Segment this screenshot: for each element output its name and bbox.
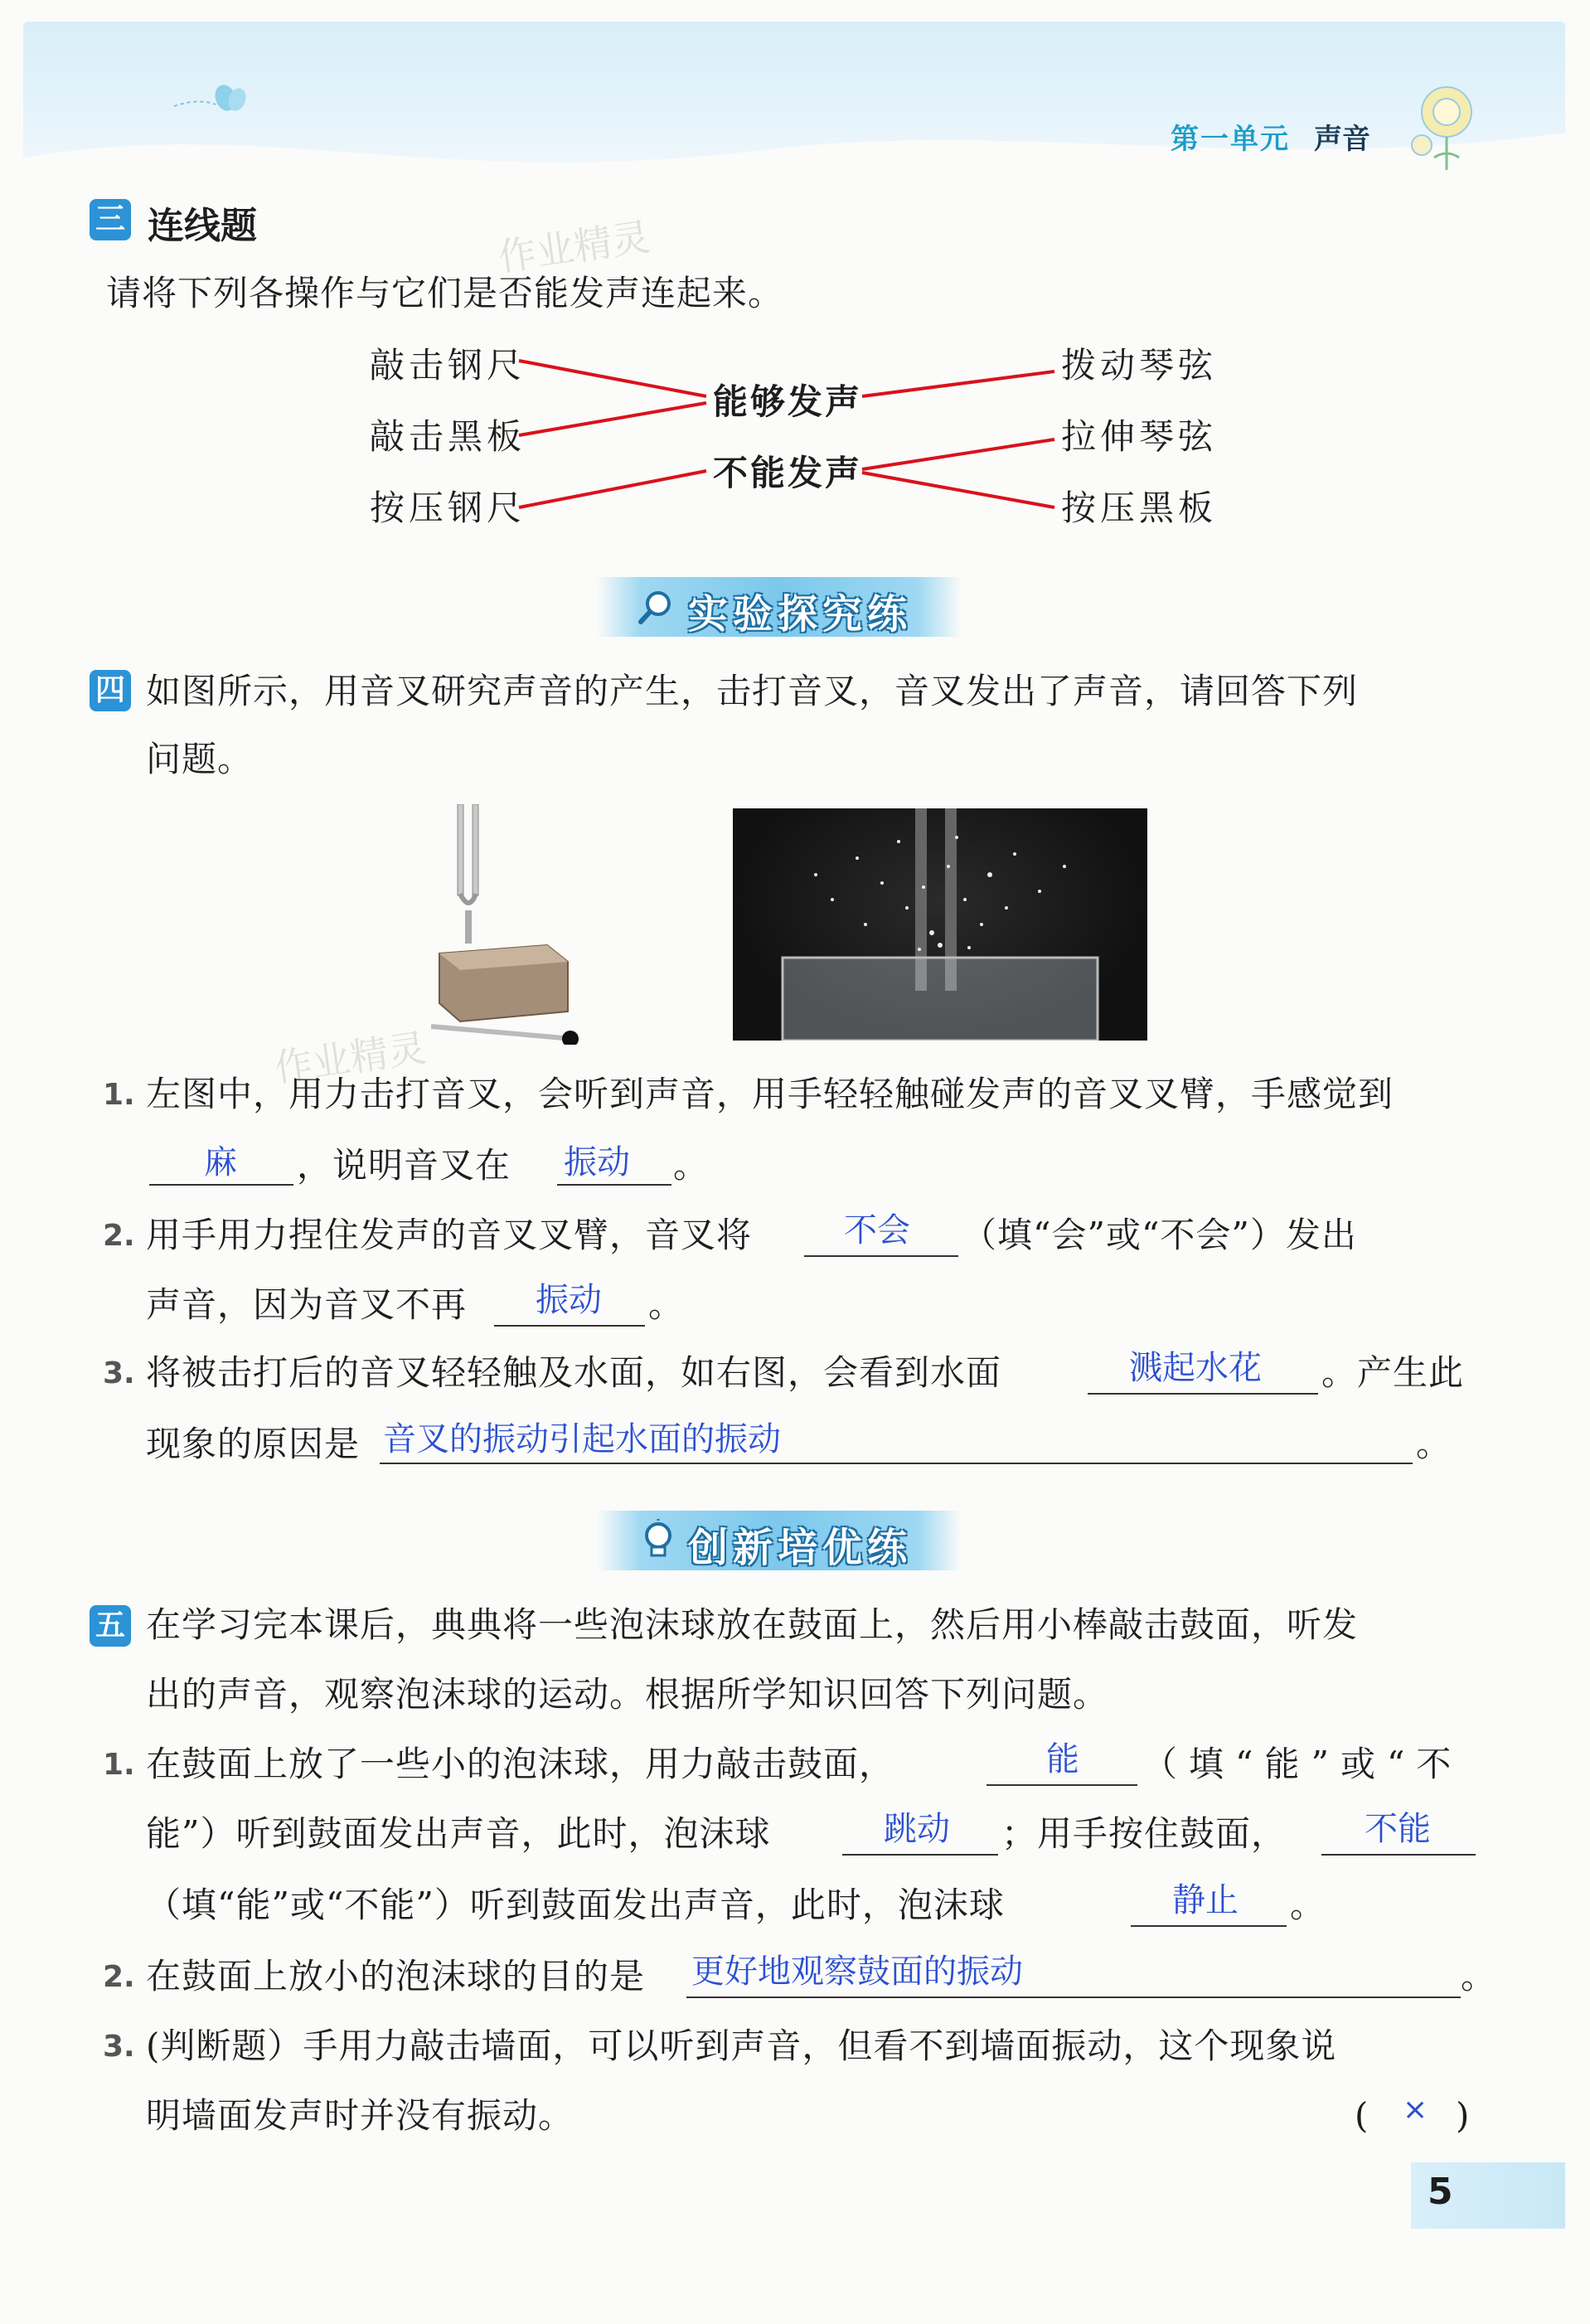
question-text: （填“能”或“不能”）听到鼓面发出声音，此时，泡沫球 (146, 1885, 1005, 1925)
question-text: 。 (1416, 1424, 1452, 1464)
section-badge: 四 (90, 670, 131, 711)
judgment-paren-close: ) (1456, 2095, 1471, 2136)
section-title: 连线题 (148, 205, 257, 247)
judgment-answer[interactable]: × (1403, 2093, 1428, 2127)
butterfly-icon (166, 73, 257, 123)
answer-text: 麻 (204, 1143, 237, 1181)
answer-blank[interactable] (686, 1997, 1461, 1998)
left-item[interactable]: 敲击黑板 (370, 416, 526, 457)
answer-text: 更好地观察鼓面的振动 (691, 1953, 1023, 1991)
judgment-paren-open: ( (1355, 2095, 1369, 2136)
question-text: 声音，因为音叉不再 (146, 1284, 468, 1325)
instruction-text: 请将下列各操作与它们是否能发声连起来。 (106, 273, 784, 313)
intro-text: 出的声音，观察泡沫球的运动。根据所学知识回答下列问题。 (146, 1674, 1109, 1715)
answer-text: 溅起水花 (1129, 1349, 1262, 1387)
unit-label: 第一单元 (1171, 123, 1290, 156)
answer-blank[interactable] (804, 1255, 958, 1257)
section-badge: 五 (90, 1605, 131, 1647)
answer-blank[interactable] (1088, 1393, 1318, 1395)
section-banner (597, 1511, 962, 1570)
question-text: 用手用力捏住发声的音叉叉臂，音叉将 (146, 1215, 753, 1255)
answer-blank[interactable] (557, 1184, 671, 1186)
answer-blank[interactable] (380, 1463, 1413, 1464)
answer-text: 不能 (1365, 1810, 1431, 1848)
answer-blank[interactable] (149, 1184, 293, 1186)
question-text: 将被击打后的音叉轻轻触及水面，如右图，会看到水面 (146, 1352, 1002, 1393)
banner-title: 实验探究练 (687, 591, 912, 638)
section-badge: 三 (90, 199, 131, 240)
question-number: 1. (103, 1078, 135, 1112)
question-number: 2. (103, 1960, 135, 1994)
match-line (519, 471, 706, 507)
watermark: 作业精灵 (495, 214, 653, 280)
flower-icon (1401, 75, 1492, 174)
answer-blank[interactable] (842, 1854, 998, 1856)
answer-blank[interactable] (494, 1325, 645, 1327)
match-line (519, 361, 706, 396)
match-line (862, 439, 1054, 469)
answer-blank[interactable] (1321, 1854, 1476, 1856)
answer-text: 能 (1046, 1740, 1079, 1778)
right-item[interactable]: 拉伸琴弦 (1061, 416, 1218, 457)
question-number: 3. (103, 2030, 135, 2064)
question-text: 左图中，用力击打音叉，会听到声音，用手轻轻触碰发声的音叉叉臂，手感觉到 (146, 1074, 1394, 1114)
question-text: (判断题）手用力敲击墙面，可以听到声音，但看不到墙面振动，这个现象说 (146, 2026, 1337, 2066)
question-number: 2. (103, 1219, 135, 1253)
left-item[interactable]: 按压钢尺 (370, 488, 526, 528)
match-line (862, 371, 1054, 396)
right-item[interactable]: 按压黑板 (1061, 488, 1218, 528)
section-banner (597, 577, 962, 637)
left-item[interactable]: 敲击钢尺 (370, 345, 526, 386)
unit-title: 声音 (1314, 123, 1370, 156)
question-text: ，说明音叉在 (297, 1145, 511, 1186)
water-splash-image (733, 808, 1147, 1041)
answer-text: 音叉的振动引起水面的振动 (383, 1420, 781, 1458)
intro-text: 在学习完本课后，典典将一些泡沫球放在鼓面上，然后用小棒敲击鼓面，听发 (146, 1604, 1359, 1645)
question-text: 在鼓面上放了一些小的泡沫球，用力敲击鼓面， (146, 1744, 895, 1784)
question-number: 3. (103, 1356, 135, 1390)
watermark: 作业精灵 (271, 1025, 429, 1091)
answer-text: 振动 (564, 1143, 630, 1181)
question-text: 。 (1461, 1956, 1497, 1997)
page-number: 5 (1428, 2171, 1453, 2213)
answer-blank[interactable] (986, 1784, 1137, 1786)
question-text: ；用手按住鼓面， (1001, 1813, 1287, 1854)
center-item[interactable]: 能够发声 (713, 381, 863, 422)
question-text: 。 (673, 1145, 710, 1186)
answer-text: 振动 (536, 1281, 602, 1319)
intro-text: 如图所示，用音叉研究声音的产生，击打音叉，音叉发出了声音，请回答下列 (146, 671, 1359, 711)
question-text: 明墙面发声时并没有振动。 (146, 2095, 574, 2136)
banner-title: 创新培优练 (687, 1525, 912, 1571)
answer-text: 不会 (844, 1211, 910, 1249)
tuning-fork-image (431, 804, 597, 1045)
question-text: 能”）听到鼓面发出声音，此时，泡沫球 (146, 1813, 771, 1854)
question-text: （填“能”或“不 (1142, 1744, 1463, 1784)
question-text: 现象的原因是 (146, 1424, 361, 1464)
match-line (862, 473, 1054, 507)
right-item[interactable]: 拨动琴弦 (1061, 345, 1218, 386)
answer-text: 跳动 (884, 1810, 950, 1848)
question-text: （填“会”或“不会”）发出 (962, 1215, 1357, 1255)
question-text: 。 (648, 1284, 685, 1325)
answer-text: 静止 (1172, 1881, 1239, 1919)
question-text: 在鼓面上放小的泡沫球的目的是 (146, 1956, 646, 1997)
answer-blank[interactable] (1131, 1925, 1287, 1927)
match-line (519, 403, 706, 435)
question-text: 。产生此 (1321, 1352, 1465, 1393)
center-item[interactable]: 不能发声 (713, 453, 863, 493)
question-number: 1. (103, 1748, 135, 1782)
intro-text: 问题。 (146, 739, 254, 779)
question-text: 。 (1290, 1885, 1326, 1925)
